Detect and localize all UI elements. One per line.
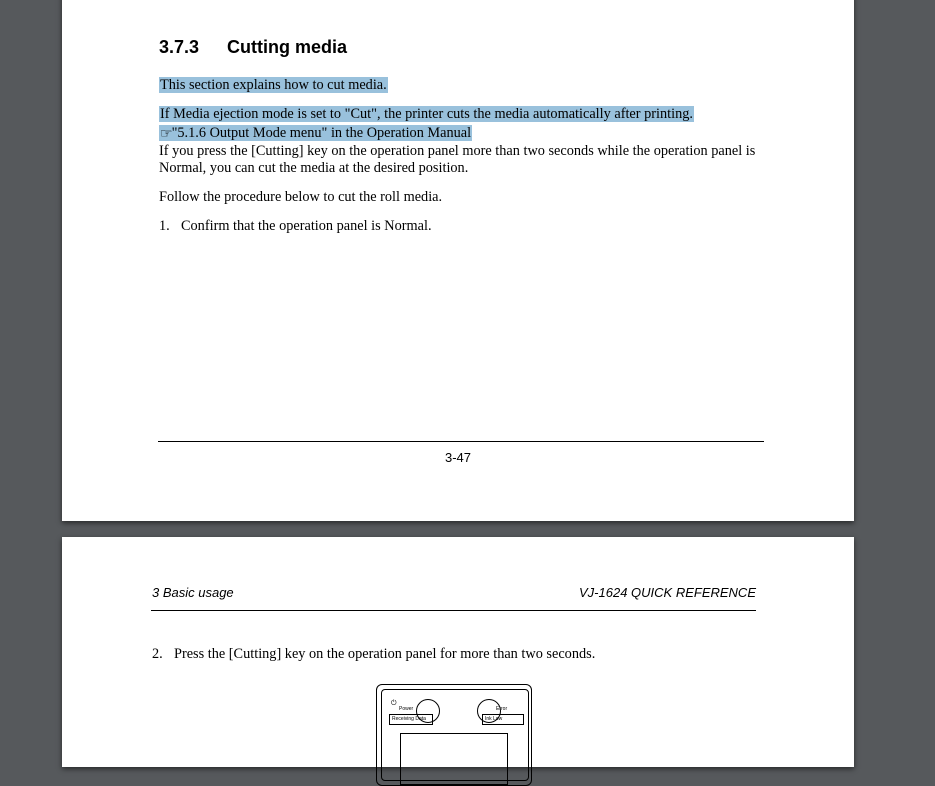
section-title: Cutting media (227, 37, 347, 57)
step-2 (152, 646, 595, 663)
running-header-chapter: 3 Basic usage (152, 585, 234, 600)
auto-cut-paragraph[interactable] (159, 106, 694, 123)
manual-cut-line-1: If you press the [Cutting] key on the operation panel more than two seconds while the operation panel is (159, 143, 756, 159)
step-2-number: 2. (152, 646, 163, 662)
document-page-2 (62, 537, 854, 767)
ink-low-tag (482, 714, 524, 725)
manual-cut-line-2: Normal, you can cut the media at the desired position. (159, 160, 469, 176)
receiving-data-tag (389, 714, 433, 725)
power-icon: ⏻ (391, 700, 397, 707)
reference-text[interactable]: "5.1.6 Output Mode menu" in the Operation Manual (171, 125, 472, 141)
page-number: 3-47 (444, 450, 472, 465)
section-number: 3.7.3 (159, 37, 200, 57)
panel-inner-frame (381, 689, 529, 781)
procedure-intro: Follow the procedure below to cut the roll media. (159, 189, 443, 205)
power-label: Power (399, 706, 414, 712)
reference-highlighted[interactable] (159, 125, 472, 141)
document-page-1 (62, 0, 854, 521)
error-label: Error (496, 706, 508, 712)
step-1-text: Confirm that the operation panel is Normal. (181, 218, 432, 234)
section-heading (159, 37, 347, 58)
header-divider (151, 610, 756, 611)
step-1-number: 1. (159, 218, 170, 234)
intro-paragraph[interactable] (159, 77, 388, 94)
pointing-hand-icon: ☞ (160, 126, 172, 142)
panel-display-screen (400, 733, 508, 785)
step-1 (159, 218, 432, 235)
running-header-manual-title: VJ-1624 QUICK REFERENCE (579, 585, 756, 600)
intro-text-highlighted[interactable]: This section explains how to cut media. (160, 77, 387, 93)
receiving-data-label: Receiving Data (392, 716, 426, 722)
footer-divider (158, 441, 764, 442)
reference-link[interactable] (159, 125, 472, 143)
step-2-text: Press the [Cutting] key on the operation panel for more than two seconds. (174, 646, 596, 662)
operation-panel-figure (376, 684, 532, 786)
ink-low-label: Ink Low (485, 716, 503, 722)
auto-cut-text-highlighted[interactable]: If Media ejection mode is set to "Cut", the printer cuts the media automatically after printing. (160, 106, 693, 122)
